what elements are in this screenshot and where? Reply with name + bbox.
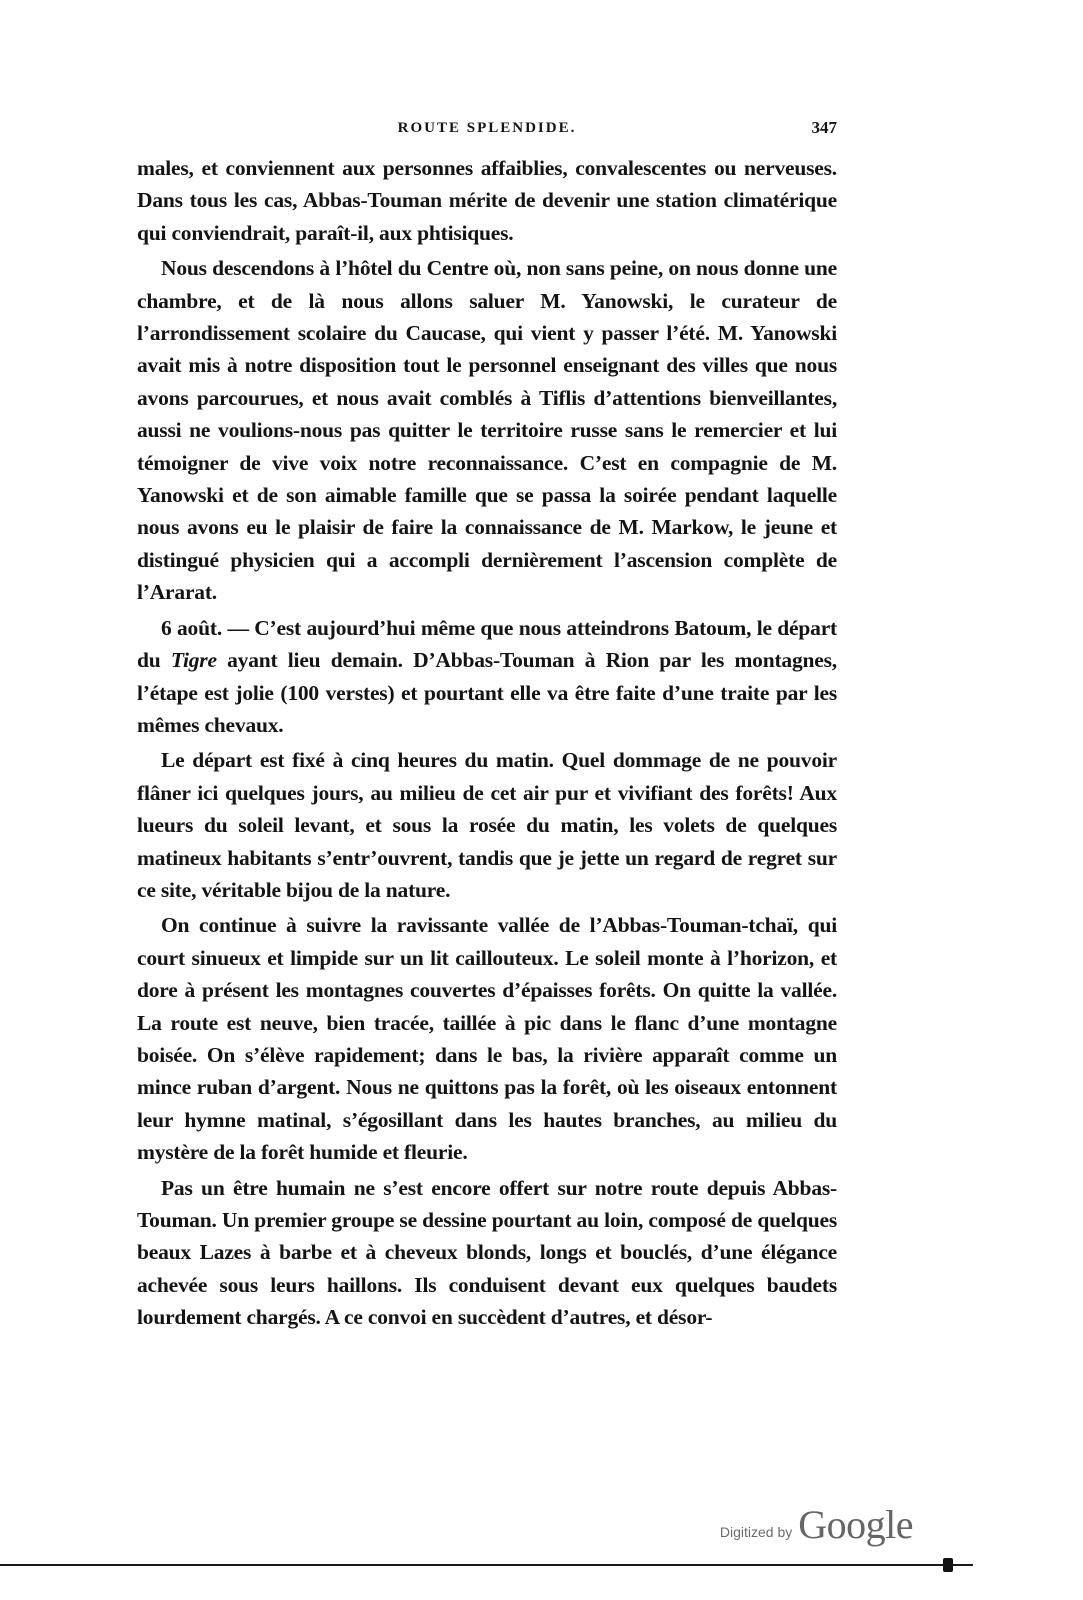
page-number: 347 [811,118,837,137]
running-title: ROUTE SPLENDIDE. [397,120,577,136]
paragraph-text: males, et conviennent aux personnes affaiblies, convalescentes ou nerveuses. Dans tous les cas, Abbas-Touman mérite de devenir une station climatérique qui conviendrait, paraît-il, aux phtisiques. [137,156,837,245]
running-head [137,116,837,142]
paragraph-text: Nous descendons à l’hôtel du Centre où, non sans peine, on nous donne une chambre, et de là nous allons saluer M. Yanowski, le curateur de l’arrondissement scolaire du Caucase, qui vient y passer l’été. M. Yanowski avait mis à notre disposition tout le personnel enseignant des villes que nous avons parcourues, et nous avait comblés à Tiflis d’attentions bienveillantes, aussi ne voulions-nous pas quitter le territoire russe sans le remercier et lui témoigner de vive voix notre reconnaissance. C’est en compagnie de M. Yanowski et de son aimable famille que se passa la soirée pendant laquelle nous avons eu le plaisir de faire la connaissance de M. Markow, le jeune et distingué physicien qui a accompli dernièrement l’ascension complète de l’Ararat. [137,256,837,605]
body-text [137,152,837,1334]
paragraph-text: On continue à suivre la ravissante vallée de l’Abbas-Touman-tchaï, qui court sinueux et limpide sur un lit caillouteux. Le soleil monte à l’horizon, et dore à présent les montagnes couvertes d’épaisses forêts. On quitte la vallée. La route est neuve, bien tracée, taillée à pic dans le flanc d’une montagne boisée. On s’élève rapidement; dans le bas, la rivière apparaît comme un mince ruban d’argent. Nous ne quittons pas la forêt, où les oiseaux entonnent leur hymne matinal, s’égosillant dans les hautes branches, au milieu du mystère de la forêt humide et fleurie. [137,913,837,1165]
scan-edge-marker [943,1558,953,1572]
paragraph [137,612,837,742]
digitized-by-watermark [720,1501,913,1548]
paragraph-text: 6 août. — C’est aujourd’hui même que nous atteindrons Batoum, le départ du [137,615,837,673]
paragraph [137,252,837,608]
paragraph [137,909,837,1168]
paragraph-text: ayant lieu demain. D’Abbas-Touman à Rion par les montagnes, l’étape est jolie (100 verstes) et pourtant elle va être faite d’une traite par les mêmes chevaux. [137,648,837,737]
google-logo: Google [798,1502,913,1547]
paragraph-text: Pas un être humain ne s’est encore offert sur notre route depuis Abbas-Touman. Un premier groupe se dessine pourtant au loin, composé de quelques beaux Lazes à barbe et à cheveux blonds, longs et bouclés, d’une élégance achevée sous leurs haillons. Ils conduisent devant eux quelques baudets lourdement chargés. A ce convoi en succèdent d’autres, et désor- [137,1175,837,1330]
digitized-by-label: Digitized by [719,1524,793,1540]
italic-text: Tigre [170,648,217,673]
paragraph [137,1172,837,1334]
paragraph-text: Le départ est fixé à cinq heures du matin. Quel dommage de ne pouvoir flâner ici quelques jours, au milieu de cet air pur et vivifiant des forêts! Aux lueurs du soleil levant, et sous la rosée du matin, les volets de quelques matineux habitants s’entr’ouvrent, tandis que je jette un regard de regret sur ce site, véritable bijou de la nature. [137,748,837,902]
scan-edge-rule [0,1564,973,1566]
paragraph [137,152,837,249]
paragraph [137,744,837,906]
